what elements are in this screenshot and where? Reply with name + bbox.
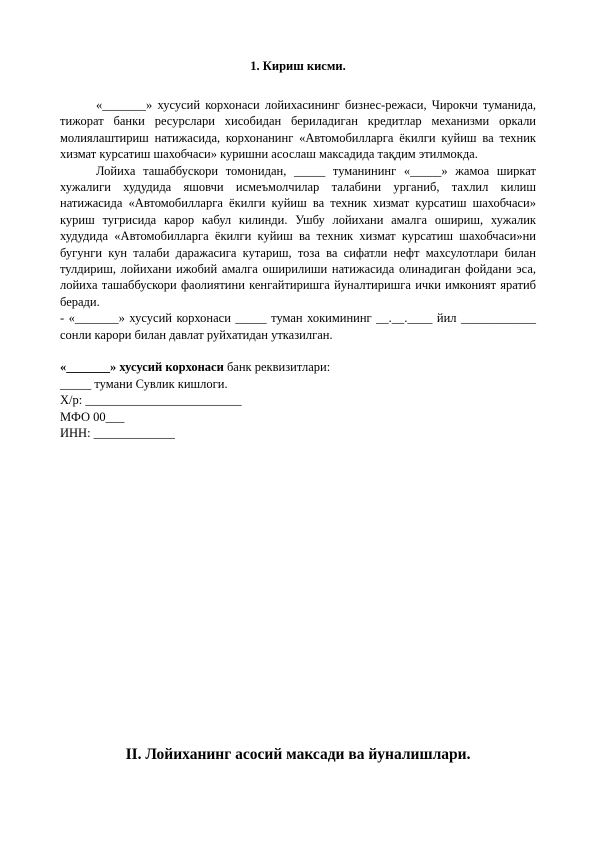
account-line: Х/р: _________________________ <box>60 393 242 408</box>
company-name: «_______» хусусий корхонаси <box>60 360 224 375</box>
registration-paragraph: - «_______» хусусий корхонаси _____ туман хокимининг __.__.____ йил ____________ сонли карори билан давлат руйхатидан утказилган. <box>60 311 536 342</box>
section-1-title: 1. Кириш кисми. <box>250 59 346 73</box>
requisites-heading <box>60 359 536 375</box>
address-line: _____ тумани Сувлик кишлоги. <box>60 376 228 391</box>
mfo-line: МФО 00___ <box>60 409 125 424</box>
spacer <box>60 343 536 359</box>
section-1-body <box>60 97 536 442</box>
bank-requisites <box>60 359 536 441</box>
intro-paragraph-1: «_______» хусусий корхонаси лойихасининг бизнес-режаси, Чирокчи туманида, тижорат банки ресурслари хисобидан бериладиган кредитлар механизми оркали молиялаштириш натижасида, корхонанинг «Автомобилларга ёкилги куйиш ва техник хизмат курсатиш шахобчаси» куришни асослаш максадида тақдим этилмокда. <box>60 98 536 162</box>
section-2-title: II. Лойиханинг асосий максади ва йуналишлари. <box>125 746 471 763</box>
intro-paragraph-2: Лойиха ташаббускори томонидан, _____ туманининг «_____» жамоа ширкат хужалиги худудида яшовчи исмеъмолчилар талабини урганиб, тахлил килиш натижасида «Автомобилларга ёкилги куйиш ва техник хизмат курсатиш шахобчаси» куриш тугрисида карор кабул килинди. Ушбу лойихани амалга ошириш, хужалик худудида «Автомобилларга ёкилги куйиш ва техник хизмат курсатиш шахобчаси»ни бугунги кун талаби даражасига кутариш, тоза ва сифатли нефт махсулотлари билан тулдириш, лойихани ижобий амалга оширилиши натижасида олинадиган фойдани эса, лойиха ташаббускори фаолиятини кенгайтиришга йуналтиришга ички имконият яратиб беради. <box>60 163 536 309</box>
inn-line: ИНН: _____________ <box>60 426 175 441</box>
requisites-heading-rest: банк реквизитлари: <box>223 360 331 375</box>
